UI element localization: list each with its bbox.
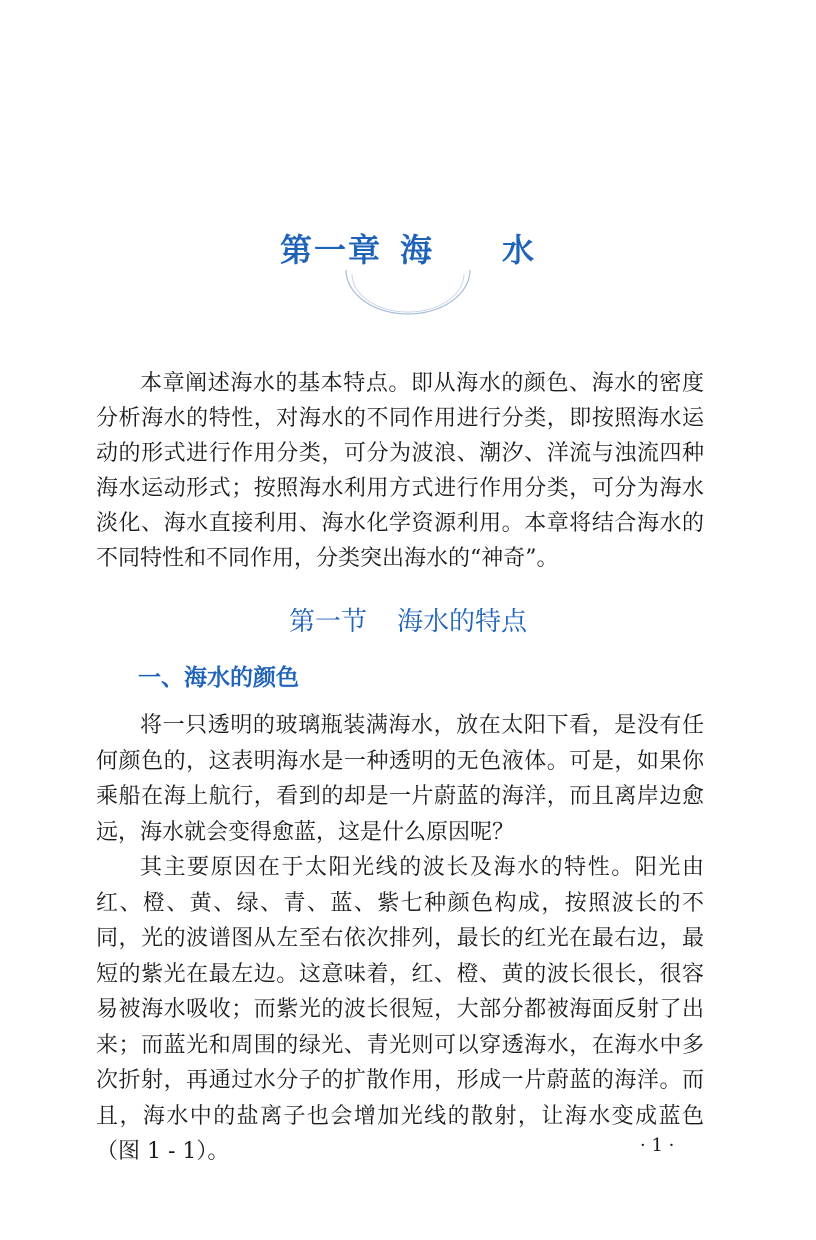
chapter-title-part1: 海 (399, 231, 502, 269)
chapter-prefix: 第一章 (279, 231, 382, 269)
subsection-title: 一、海水的颜色 (138, 665, 299, 691)
chapter-decoration-arc (338, 240, 478, 320)
body-paragraph: 将一只透明的玻璃瓶装满海水，放在太阳下看，是没有任何颜色的，这表明海水是一种透明的无色液体。可是，如果你乘船在海上航行，看到的却是一片蔚蓝的海洋，而且离岸边愈远，海水就会变得愈蓝，这是什么原因呢？ (96, 713, 704, 845)
section-name: 海水的特点 (397, 607, 528, 637)
page-number: · 1 · (640, 1135, 675, 1156)
chapter-intro: 本章阐述海水的基本特点。即从海水的颜色、海水的密度分析海水的特性，对海水的不同作用进行分类，即按照海水运动的形式进行作用分类，可分为波浪、潮汐、洋流与浊流四种海水运动形式；按照海水利用方式进行作用分类，可分为海水淡化、海水直接利用、海水化学资源利用。本章将结合海水的不同特性和不同作用，分类突出海水的“神奇”。 (96, 371, 704, 571)
body-paragraph: 其主要原因在于太阳光线的波长及海水的特性。阳光由红、橙、黄、绿、青、蓝、紫七种颜色构成，按照波长的不同，光的波谱图从左至右依次排列，最长的红光在最右边，最短的紫光在最左边。这意味着，红、橙、黄的波长很长，很容易被海水吸收；而紫光的波长很短，大部分都被海面反射了出来；而蓝光和周围的绿光、青光则可以穿透海水，在海水中多次折射，再通过水分子的扩散作用，形成一片蔚蓝的海洋。而且，海水中的盐离子也会增加光线的散射，让海水变成蓝色（图 1 - 1）。 (96, 855, 704, 1164)
section-number: 第一节 (288, 607, 367, 637)
chapter-title-part2: 水 (502, 231, 537, 269)
section-title (0, 600, 816, 644)
